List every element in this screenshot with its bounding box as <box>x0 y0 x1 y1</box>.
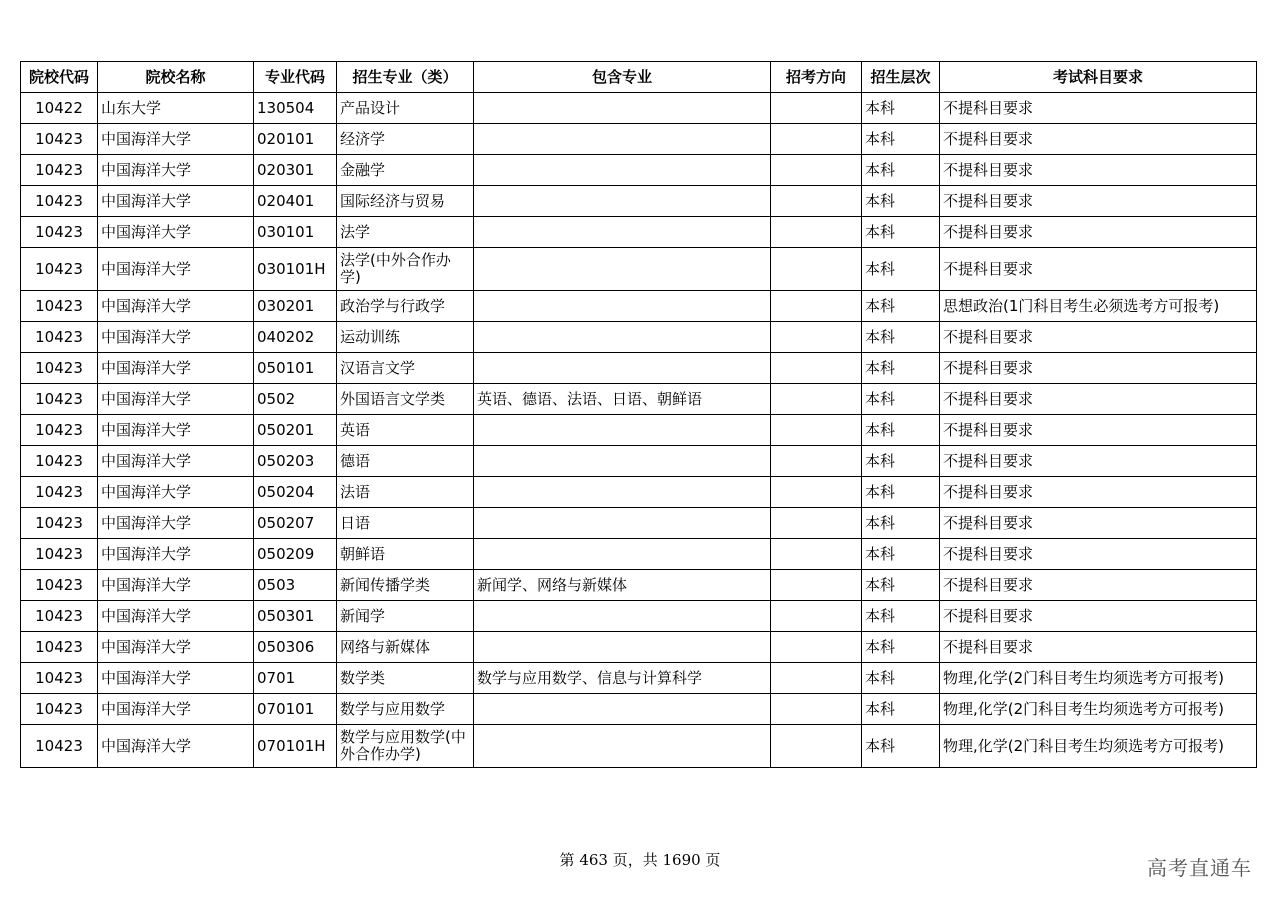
cell-requirement: 不提科目要求 <box>940 186 1257 217</box>
table-row <box>21 93 1257 124</box>
cell-major: 德语 <box>337 446 474 477</box>
cell-direction <box>771 632 862 663</box>
cell-major: 产品设计 <box>337 93 474 124</box>
cell-requirement: 不提科目要求 <box>940 477 1257 508</box>
watermark-logo: 高考直通车 <box>1147 856 1252 880</box>
cell-major-code: 050301 <box>254 601 337 632</box>
cell-level: 本科 <box>862 508 940 539</box>
cell-requirement: 不提科目要求 <box>940 415 1257 446</box>
table-row <box>21 217 1257 248</box>
cell-level: 本科 <box>862 217 940 248</box>
cell-school-code: 10423 <box>21 415 98 446</box>
cell-direction <box>771 601 862 632</box>
cell-school-name: 中国海洋大学 <box>98 601 254 632</box>
cell-direction <box>771 322 862 353</box>
cell-includes <box>474 217 771 248</box>
header-level: 招生层次 <box>862 62 940 93</box>
cell-level: 本科 <box>862 155 940 186</box>
table-row <box>21 248 1257 291</box>
cell-major-code: 050201 <box>254 415 337 446</box>
cell-major-code: 020101 <box>254 124 337 155</box>
cell-major: 法语 <box>337 477 474 508</box>
cell-school-name: 中国海洋大学 <box>98 725 254 768</box>
table-row <box>21 291 1257 322</box>
cell-direction <box>771 477 862 508</box>
cell-major: 经济学 <box>337 124 474 155</box>
cell-school-name: 中国海洋大学 <box>98 508 254 539</box>
cell-includes: 英语、德语、法语、日语、朝鲜语 <box>474 384 771 415</box>
cell-requirement: 不提科目要求 <box>940 248 1257 291</box>
table-row <box>21 155 1257 186</box>
cell-major-code: 0502 <box>254 384 337 415</box>
cell-major-code: 0701 <box>254 663 337 694</box>
cell-school-code: 10423 <box>21 508 98 539</box>
cell-direction <box>771 93 862 124</box>
cell-major-code: 030101H <box>254 248 337 291</box>
cell-requirement: 不提科目要求 <box>940 217 1257 248</box>
table-row <box>21 539 1257 570</box>
cell-major: 法学 <box>337 217 474 248</box>
header-row <box>21 62 1257 93</box>
cell-level: 本科 <box>862 384 940 415</box>
cell-major: 新闻传播学类 <box>337 570 474 601</box>
cell-major-code: 070101H <box>254 725 337 768</box>
header-includes: 包含专业 <box>474 62 771 93</box>
cell-major: 朝鲜语 <box>337 539 474 570</box>
cell-school-name: 中国海洋大学 <box>98 384 254 415</box>
cell-requirement: 不提科目要求 <box>940 384 1257 415</box>
cell-major-code: 050204 <box>254 477 337 508</box>
cell-level: 本科 <box>862 539 940 570</box>
header-direction: 招考方向 <box>771 62 862 93</box>
table-row <box>21 322 1257 353</box>
cell-requirement: 不提科目要求 <box>940 632 1257 663</box>
table-row <box>21 570 1257 601</box>
cell-level: 本科 <box>862 415 940 446</box>
cell-school-name: 中国海洋大学 <box>98 248 254 291</box>
cell-school-code: 10423 <box>21 291 98 322</box>
table-row <box>21 663 1257 694</box>
cell-school-code: 10423 <box>21 217 98 248</box>
cell-major-code: 050203 <box>254 446 337 477</box>
cell-level: 本科 <box>862 322 940 353</box>
cell-includes <box>474 446 771 477</box>
cell-major-code: 030201 <box>254 291 337 322</box>
cell-school-name: 山东大学 <box>98 93 254 124</box>
table-row <box>21 694 1257 725</box>
cell-major-code: 050209 <box>254 539 337 570</box>
cell-direction <box>771 155 862 186</box>
cell-requirement: 不提科目要求 <box>940 570 1257 601</box>
cell-school-code: 10423 <box>21 632 98 663</box>
cell-school-code: 10423 <box>21 570 98 601</box>
cell-major-code: 020301 <box>254 155 337 186</box>
cell-level: 本科 <box>862 353 940 384</box>
cell-includes: 数学与应用数学、信息与计算科学 <box>474 663 771 694</box>
cell-level: 本科 <box>862 570 940 601</box>
table-row <box>21 477 1257 508</box>
cell-direction <box>771 384 862 415</box>
header-major-code: 专业代码 <box>254 62 337 93</box>
table-row <box>21 384 1257 415</box>
cell-school-name: 中国海洋大学 <box>98 186 254 217</box>
cell-school-name: 中国海洋大学 <box>98 446 254 477</box>
table-row <box>21 601 1257 632</box>
cell-level: 本科 <box>862 663 940 694</box>
cell-school-code: 10423 <box>21 725 98 768</box>
cell-major: 数学与应用数学 <box>337 694 474 725</box>
cell-school-code: 10423 <box>21 155 98 186</box>
cell-school-name: 中国海洋大学 <box>98 217 254 248</box>
cell-school-code: 10422 <box>21 93 98 124</box>
cell-major: 数学类 <box>337 663 474 694</box>
cell-major: 汉语言文学 <box>337 353 474 384</box>
cell-direction <box>771 415 862 446</box>
cell-includes <box>474 725 771 768</box>
cell-school-name: 中国海洋大学 <box>98 539 254 570</box>
cell-includes <box>474 155 771 186</box>
cell-school-name: 中国海洋大学 <box>98 322 254 353</box>
cell-major: 金融学 <box>337 155 474 186</box>
cell-direction <box>771 570 862 601</box>
cell-level: 本科 <box>862 93 940 124</box>
cell-requirement: 不提科目要求 <box>940 539 1257 570</box>
table-row <box>21 632 1257 663</box>
cell-school-code: 10423 <box>21 322 98 353</box>
cell-major-code: 020401 <box>254 186 337 217</box>
cell-school-name: 中国海洋大学 <box>98 155 254 186</box>
cell-includes <box>474 248 771 291</box>
cell-school-name: 中国海洋大学 <box>98 415 254 446</box>
cell-school-name: 中国海洋大学 <box>98 353 254 384</box>
cell-level: 本科 <box>862 601 940 632</box>
cell-requirement: 不提科目要求 <box>940 155 1257 186</box>
cell-school-code: 10423 <box>21 248 98 291</box>
cell-requirement: 不提科目要求 <box>940 124 1257 155</box>
cell-direction <box>771 248 862 291</box>
table-row <box>21 508 1257 539</box>
cell-major: 国际经济与贸易 <box>337 186 474 217</box>
header-school-code: 院校代码 <box>21 62 98 93</box>
cell-major-code: 050101 <box>254 353 337 384</box>
cell-school-name: 中国海洋大学 <box>98 632 254 663</box>
cell-requirement: 不提科目要求 <box>940 446 1257 477</box>
cell-level: 本科 <box>862 291 940 322</box>
cell-direction <box>771 217 862 248</box>
cell-requirement: 不提科目要求 <box>940 601 1257 632</box>
cell-includes <box>474 291 771 322</box>
table-row <box>21 446 1257 477</box>
cell-includes <box>474 186 771 217</box>
cell-direction <box>771 446 862 477</box>
cell-major: 日语 <box>337 508 474 539</box>
cell-requirement: 不提科目要求 <box>940 508 1257 539</box>
cell-major: 英语 <box>337 415 474 446</box>
cell-school-code: 10423 <box>21 663 98 694</box>
cell-school-name: 中国海洋大学 <box>98 477 254 508</box>
cell-includes <box>474 477 771 508</box>
cell-includes <box>474 694 771 725</box>
cell-direction <box>771 291 862 322</box>
cell-includes <box>474 508 771 539</box>
cell-direction <box>771 694 862 725</box>
cell-requirement: 物理,化学(2门科目考生均须选考方可报考) <box>940 663 1257 694</box>
cell-major-code: 030101 <box>254 217 337 248</box>
cell-level: 本科 <box>862 477 940 508</box>
cell-direction <box>771 124 862 155</box>
cell-direction <box>771 725 862 768</box>
cell-includes <box>474 415 771 446</box>
cell-school-name: 中国海洋大学 <box>98 694 254 725</box>
cell-school-name: 中国海洋大学 <box>98 124 254 155</box>
table-row <box>21 725 1257 768</box>
page-number: 第 463 页，共 1690 页 <box>559 851 721 869</box>
cell-includes <box>474 322 771 353</box>
cell-includes <box>474 353 771 384</box>
cell-major-code: 050306 <box>254 632 337 663</box>
cell-major-code: 040202 <box>254 322 337 353</box>
cell-direction <box>771 663 862 694</box>
table-row <box>21 415 1257 446</box>
cell-school-name: 中国海洋大学 <box>98 570 254 601</box>
cell-major: 新闻学 <box>337 601 474 632</box>
cell-major-code: 0503 <box>254 570 337 601</box>
header-school-name: 院校名称 <box>98 62 254 93</box>
cell-school-name: 中国海洋大学 <box>98 291 254 322</box>
cell-includes <box>474 632 771 663</box>
cell-level: 本科 <box>862 632 940 663</box>
cell-level: 本科 <box>862 186 940 217</box>
cell-direction <box>771 539 862 570</box>
cell-requirement: 不提科目要求 <box>940 322 1257 353</box>
table-row <box>21 186 1257 217</box>
cell-requirement: 思想政治(1门科目考生必须选考方可报考) <box>940 291 1257 322</box>
cell-level: 本科 <box>862 124 940 155</box>
cell-school-code: 10423 <box>21 353 98 384</box>
cell-school-code: 10423 <box>21 477 98 508</box>
cell-requirement: 物理,化学(2门科目考生均须选考方可报考) <box>940 725 1257 768</box>
cell-level: 本科 <box>862 248 940 291</box>
cell-level: 本科 <box>862 725 940 768</box>
cell-includes <box>474 93 771 124</box>
cell-major: 数学与应用数学(中外合作办学) <box>337 725 474 768</box>
admission-table <box>20 61 1257 768</box>
header-requirement: 考试科目要求 <box>940 62 1257 93</box>
cell-requirement: 不提科目要求 <box>940 353 1257 384</box>
cell-direction <box>771 353 862 384</box>
cell-school-code: 10423 <box>21 384 98 415</box>
header-major: 招生专业（类） <box>337 62 474 93</box>
cell-major: 运动训练 <box>337 322 474 353</box>
cell-direction <box>771 508 862 539</box>
cell-direction <box>771 186 862 217</box>
cell-major: 网络与新媒体 <box>337 632 474 663</box>
cell-includes: 新闻学、网络与新媒体 <box>474 570 771 601</box>
cell-major-code: 130504 <box>254 93 337 124</box>
cell-includes <box>474 601 771 632</box>
cell-school-code: 10423 <box>21 186 98 217</box>
cell-includes <box>474 124 771 155</box>
cell-school-code: 10423 <box>21 694 98 725</box>
cell-school-code: 10423 <box>21 601 98 632</box>
cell-major: 外国语言文学类 <box>337 384 474 415</box>
cell-level: 本科 <box>862 694 940 725</box>
cell-level: 本科 <box>862 446 940 477</box>
cell-major-code: 050207 <box>254 508 337 539</box>
cell-requirement: 物理,化学(2门科目考生均须选考方可报考) <box>940 694 1257 725</box>
table-row <box>21 124 1257 155</box>
cell-requirement: 不提科目要求 <box>940 93 1257 124</box>
cell-includes <box>474 539 771 570</box>
cell-school-name: 中国海洋大学 <box>98 663 254 694</box>
cell-school-code: 10423 <box>21 539 98 570</box>
cell-major: 法学(中外合作办学) <box>337 248 474 291</box>
table-row <box>21 353 1257 384</box>
cell-major-code: 070101 <box>254 694 337 725</box>
cell-school-code: 10423 <box>21 446 98 477</box>
cell-school-code: 10423 <box>21 124 98 155</box>
cell-major: 政治学与行政学 <box>337 291 474 322</box>
